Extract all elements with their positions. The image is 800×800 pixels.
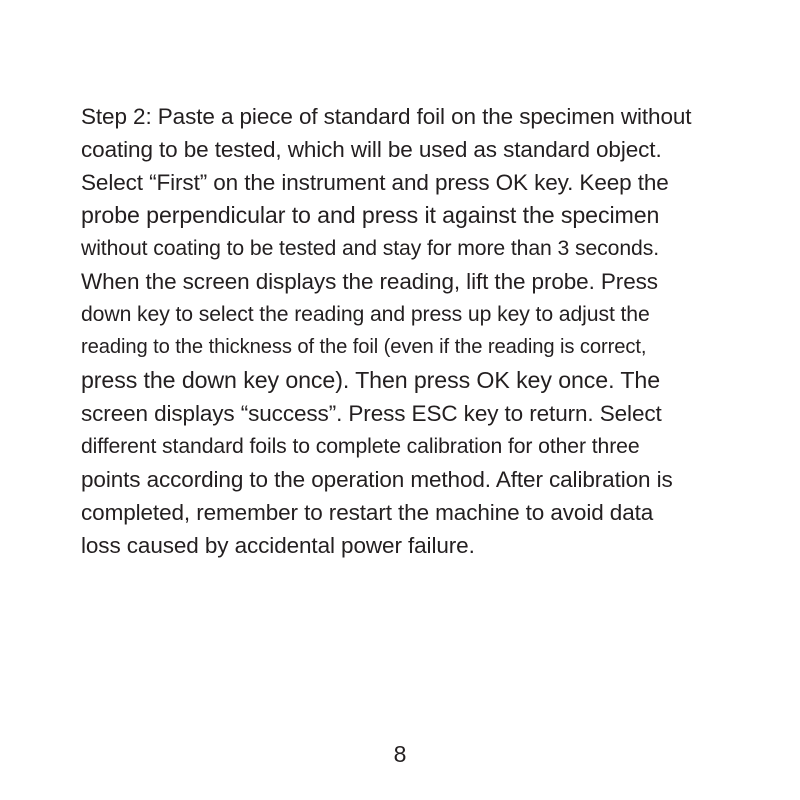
paragraph-line: When the screen displays the reading, lift the probe. Press <box>81 269 658 294</box>
paragraph-line: press the down key once). Then press OK key once. The <box>81 367 660 393</box>
paragraph-line: coating to be tested, which will be used as standard object. <box>81 137 662 162</box>
paragraph-line: down key to select the reading and press up key to adjust the <box>81 303 650 326</box>
paragraph-line: screen displays “success”. Press ESC key to return. Select <box>81 401 662 426</box>
paragraph-line: probe perpendicular to and press it against the specimen <box>81 202 660 228</box>
paragraph-line: completed, remember to restart the machine to avoid data <box>81 500 654 525</box>
paragraph-line: loss caused by accidental power failure. <box>81 533 475 558</box>
instruction-paragraph <box>81 100 751 562</box>
paragraph-line: points according to the operation method. After calibration is <box>81 467 673 492</box>
page-number: 8 <box>393 741 407 767</box>
paragraph-line: Select “First” on the instrument and press OK key. Keep the <box>81 170 669 195</box>
paragraph-line: different standard foils to complete calibration for other three <box>81 435 640 458</box>
paragraph-line: reading to the thickness of the foil (even if the reading is correct, <box>81 336 647 358</box>
paragraph-line: without coating to be tested and stay for more than 3 seconds. <box>81 237 659 260</box>
paragraph-line: Step 2: Paste a piece of standard foil on the specimen without <box>81 104 692 129</box>
